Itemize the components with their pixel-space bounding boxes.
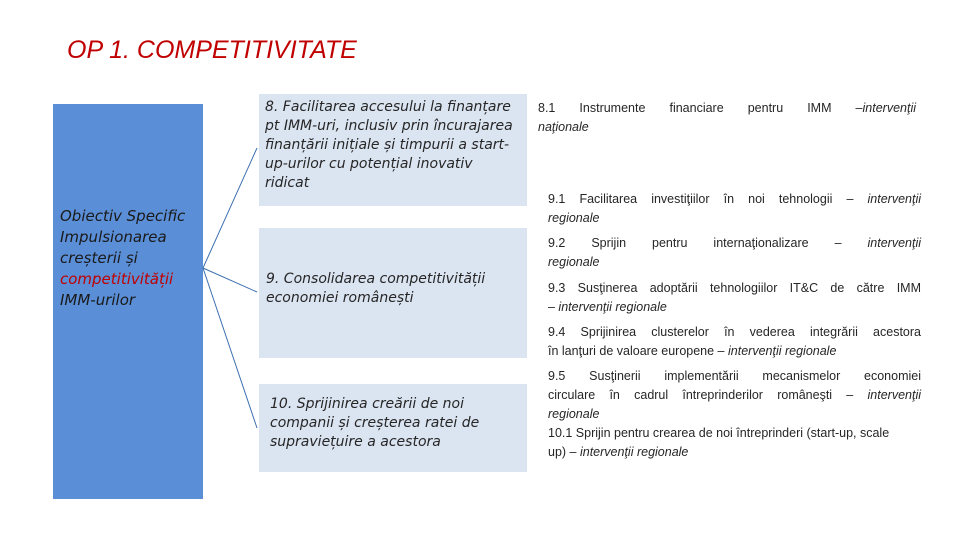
item-9-5-intervention: intervenţii <box>867 388 921 402</box>
item-8-1-line2 <box>538 118 589 137</box>
item-8-1 <box>538 99 916 118</box>
item-9-1-intervention: intervenţii <box>867 192 921 206</box>
item-9-2-intervention: intervenţii <box>867 236 921 250</box>
item-9-1-line2 <box>548 209 599 228</box>
objective-box <box>53 104 203 499</box>
connector-objective-to-10 <box>203 268 257 428</box>
objective-line-5: IMM-urilor <box>60 291 136 309</box>
item-9-5-line2 <box>548 386 921 405</box>
item-10-1-intervention: intervenţii regionale <box>579 445 689 459</box>
item-9-5-text-cont: circulare în cadrul întreprinderilor româneşti – <box>548 388 854 402</box>
objective-line-3: creșterii și <box>60 249 138 267</box>
measure-box-9 <box>259 228 527 358</box>
item-8-1-text: 8.1 Instrumente financiare pentru IMM – <box>538 101 863 115</box>
page-title: OP 1. COMPETITIVITATE <box>67 36 357 64</box>
item-9-5-scope: regionale <box>548 407 600 421</box>
item-9-3-text: 9.3 Susţinerea adoptării tehnologiilor IT&C de către IMM <box>548 281 921 295</box>
item-9-4-intervention: intervenţii regionale <box>728 344 837 358</box>
measure-8-text: 8. Facilitarea accesului la finanțare pt IMM-uri, inclusiv prin încurajarea finanțării inițiale și timpurii a start-up-urilor cu potențial inovativ ridicat <box>265 99 513 191</box>
item-9-3 <box>548 279 921 298</box>
connector-objective-to-9 <box>203 268 257 292</box>
item-9-1-text: 9.1 Facilitarea investiţiilor în noi tehnologii – <box>548 192 854 206</box>
measure-box-8 <box>259 94 527 206</box>
item-10-1-text: 10.1 Sprijin pentru crearea de noi întreprinderi (start-up, scale <box>548 426 890 440</box>
item-9-2-scope: regionale <box>548 255 600 269</box>
item-10-1-text-cont: up) – <box>548 445 577 459</box>
item-9-4-line2 <box>548 342 836 361</box>
item-9-4-text-cont: în lanţuri de valoare europene – <box>548 344 725 358</box>
item-9-1 <box>548 190 921 209</box>
item-9-2 <box>548 234 921 253</box>
item-9-5 <box>548 367 921 386</box>
item-8-1-scope: naţionale <box>538 120 589 134</box>
item-9-4 <box>548 323 921 342</box>
objective-line-4: competitivității <box>60 270 174 288</box>
objective-line-1: Obiectiv Specific <box>60 207 186 225</box>
item-9-5-line3 <box>548 405 599 424</box>
item-9-2-text: 9.2 Sprijin pentru internaţionalizare – <box>548 236 842 250</box>
item-9-5-text: 9.5 Susţinerii implementării mecanismelor economiei <box>548 369 921 383</box>
item-9-3-line2 <box>548 298 667 317</box>
item-9-2-line2 <box>548 253 599 272</box>
measure-9-text: 9. Consolidarea competitivității economiei românești <box>266 271 486 306</box>
item-10-1 <box>548 424 960 443</box>
item-9-3-intervention: – intervenţii regionale <box>548 300 667 314</box>
connector-objective-to-8 <box>203 148 257 268</box>
measure-box-10 <box>259 384 527 472</box>
item-10-1-line2 <box>548 443 688 462</box>
measure-10-text: 10. Sprijinirea creării de noi companii și creșterea ratei de supraviețuire a acestora <box>270 396 480 450</box>
item-8-1-intervention: intervenţii <box>862 101 916 115</box>
item-9-4-text: 9.4 Sprijinirea clusterelor în vederea integrării acestora <box>548 325 921 339</box>
item-9-1-scope: regionale <box>548 211 600 225</box>
objective-line-2: Impulsionarea <box>60 228 167 246</box>
